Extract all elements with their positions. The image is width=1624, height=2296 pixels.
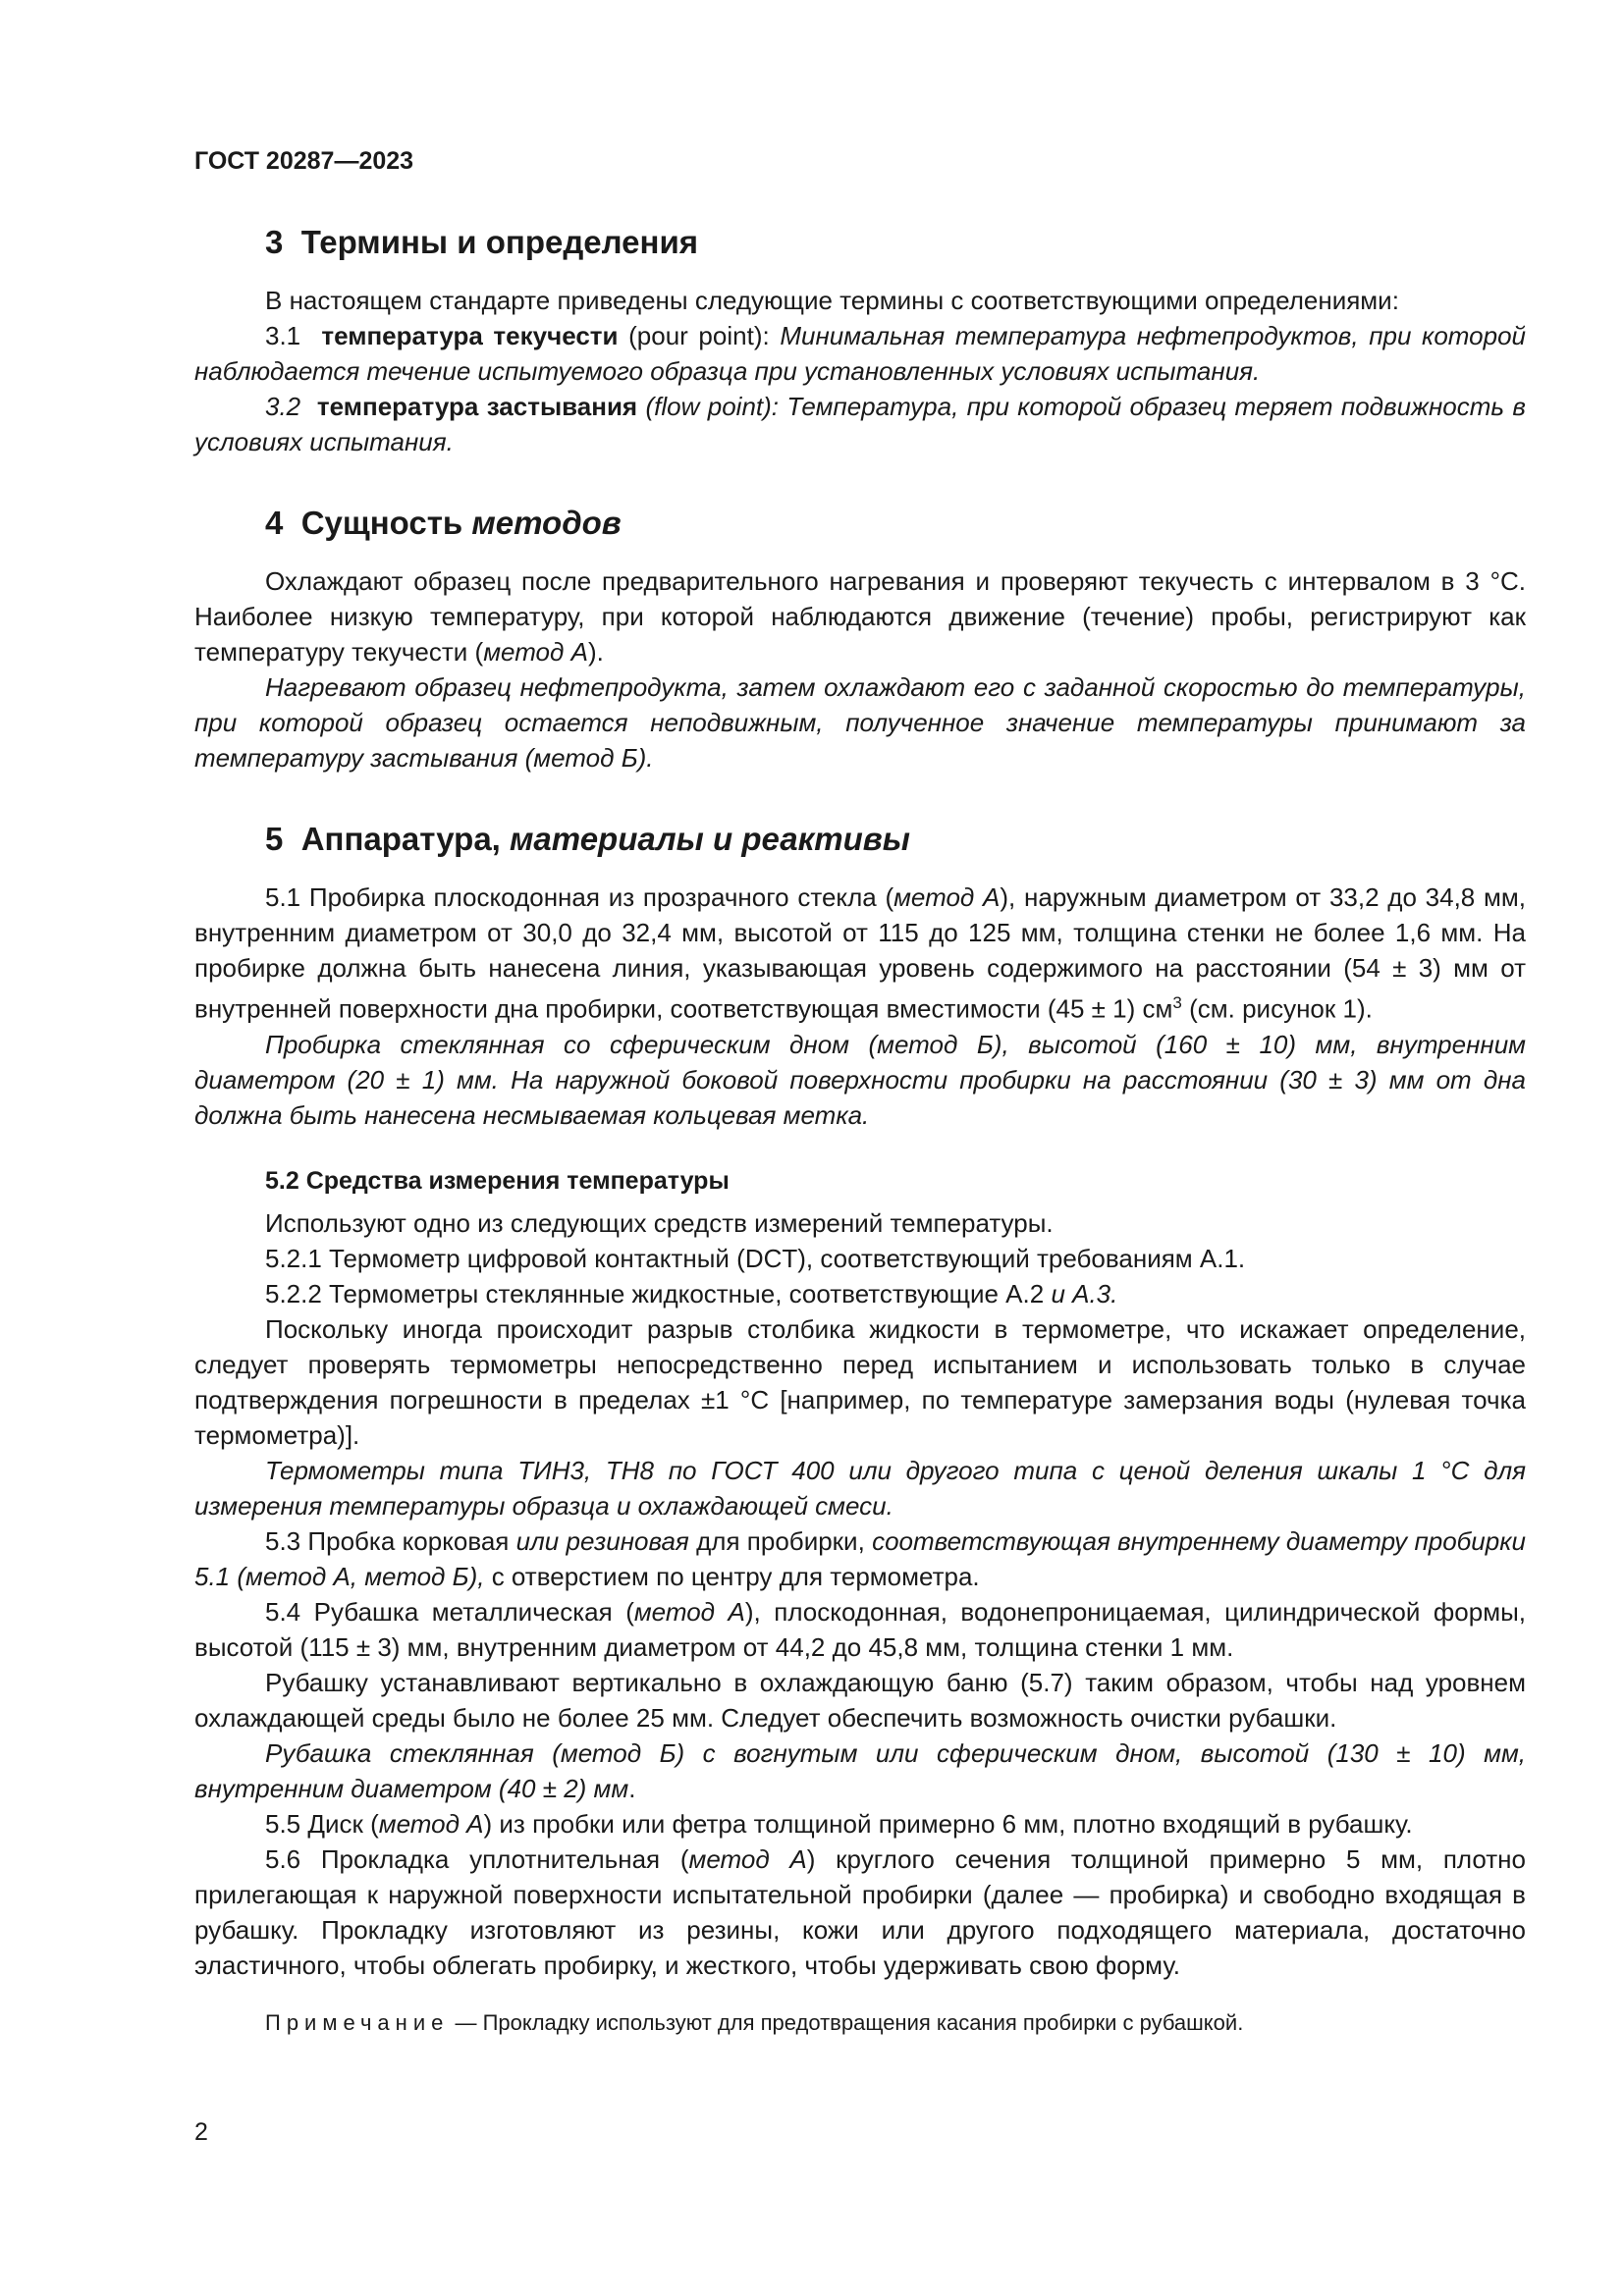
note-label: Примечание xyxy=(265,2009,450,2035)
note-text: — Прокладку используют для предотвращения касания пробирки с рубашкой. xyxy=(449,2009,1244,2035)
note xyxy=(194,2006,1526,2054)
para-5-1: 5.1 Пробирка плоскодонная из прозрачного стекла (метод А), наружным диаметром от 33,2 до 34,8 мм, внутренним диаметром от 30,0 до 32,4 мм, высотой от 115 до 125 мм, толщина стенки не более 1,6 мм. На пробирке должна быть нанесена линия, указывающая уровень содержимого на расстоянии (54 ± 3) мм от внутренней поверхности дна пробирки, соответствующая вместимости (45 ± 1) $см^3$ (см. рисунок 1). xyxy=(194,882,1526,1024)
term-3-1: 3.1 температура текучести (pour point): Минимальная температура нефтепродуктов, при которой наблюдается течение испытуемого образца при установленных условиях испытания. xyxy=(194,321,1526,386)
section-4-heading: 4 Сущность методов xyxy=(265,505,622,541)
document-body xyxy=(194,218,1526,2054)
section-3-heading: 3 Термины и определения xyxy=(265,224,698,260)
para-5-5: 5.5 Диск (метод А) из пробки или фетра толщиной примерно 6 мм, плотно входящий в рубашку. xyxy=(265,1808,1413,1839)
para-5-2-2: 5.2.2 Термометры стеклянные жидкостные, соответствующие А.2 и А.3. xyxy=(265,1278,1118,1308)
para-5-2-note: Поскольку иногда происходит разрыв столбика жидкости в термометре, что искажает определение, следует проверять термометры непосредственно перед испытанием и использовать только в случае подтверждения погрешности в пределах ±1 °С [например, по температуре замерзания воды (нулевая точка термометра)]. xyxy=(194,1313,1526,1450)
para-5-4-method-b: Рубашка стеклянная (метод Б) с вогнутым или сферическим дном, высотой (130 ± 10) мм, внутренним диаметром (40 ± 2) мм. xyxy=(194,1737,1526,1803)
para-5-4: 5.4 Рубашка металлическая (метод А), плоскодонная, водонепроницаемая, цилиндрической формы, высотой (115 ± 3) мм, внутренним диаметром от 44,2 до 45,8 мм, толщина стенки 1 мм. xyxy=(194,1596,1526,1662)
section-4-para-2: Нагревают образец нефтепродукта, затем охлаждают его с заданной скоростью до температуры, при которой образец остается неподвижным, полученное значение температуры принимают за температуру застывания (метод Б). xyxy=(194,672,1526,773)
section-4-para-1: Охлаждают образец после предварительного нагревания и проверяют текучесть с интервалом в 3 °С. Наиболее низкую температуру, при которой наблюдаются движение (течение) пробы, регистрируют как температуру текучести (метод А). xyxy=(194,566,1526,667)
document-id: ГОСТ 20287—2023 xyxy=(194,147,414,175)
para-5-2-thermometers: Термометры типа ТИН3, ТН8 по ГОСТ 400 или другого типа с ценой деления шкалы 1 °С для измерения температуры образца и охлаждающей смеси. xyxy=(194,1455,1526,1521)
para-5-2-1: 5.2.1 Термометр цифровой контактный (DCT), соответствующий требованиям А.1. xyxy=(265,1243,1246,1273)
para-5-6: 5.6 Прокладка уплотнительная (метод А) круглого сечения толщиной примерно 5 мм, плотно прилегающая к наружной поверхности испытательной пробирки (далее — пробирка) и свободно входящая в рубашку. Прокладку изготовляют из резины, кожи или другого подходящего материала, достаточно эластичного, чтобы облегать пробирку, и жесткого, чтобы удерживать свою форму. xyxy=(194,1843,1526,1980)
para-5-1-method-b: Пробирка стеклянная со сферическим дном (метод Б), высотой (160 ± 10) мм, внутренним диаметром (20 ± 1) мм. На наружной боковой поверхности пробирки на расстоянии (30 ± 3) мм от дна должна быть нанесена несмываемая кольцевая метка. xyxy=(194,1029,1526,1130)
section-5-heading: 5 Аппаратура, материалы и реактивы xyxy=(265,821,910,857)
para-5-2-intro: Используют одно из следующих средств измерений температуры. xyxy=(265,1207,1054,1238)
section-3-intro: В настоящем стандарте приведены следующие термины с соответствующими определениями: xyxy=(265,286,1399,315)
para-5-3: 5.3 Пробка корковая или резиновая для пробирки, соответствующая внутреннему диаметру пробирки 5.1 (метод А, метод Б), с отверстием по центру для термометра. xyxy=(194,1525,1526,1591)
para-5-4-installation: Рубашку устанавливают вертикально в охлаждающую баню (5.7) таким образом, чтобы над уровнем охлаждающей среды было не более 25 мм. Следует обеспечить возможность очистки рубашки. xyxy=(194,1667,1526,1733)
page-number: 2 xyxy=(194,2118,208,2146)
term-3-2: 3.2 температура застывания (flow point): Температура, при которой образец теряет подвижность в условиях испытания. xyxy=(194,392,1526,456)
subsection-5-2-heading: 5.2 Средства измерения температуры xyxy=(265,1166,730,1195)
